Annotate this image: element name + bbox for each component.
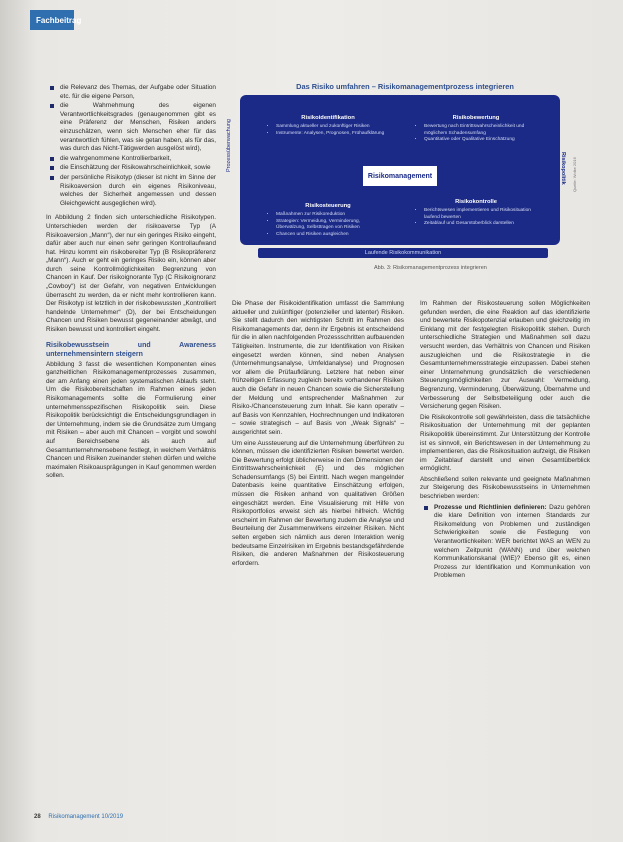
quadrant-title: Risikosteuerung bbox=[305, 203, 351, 209]
paragraph: Im Rahmen der Risikosteuerung sollen Möglichkeiten gefunden werden, die eine Reaktion auf das identifizierte und bewertete Risikopotenzial erlauben und gleichzeitig im Einklang mit der festgelegten Risikopolitik stehen. Durch unterschiedliche Strategien und Maßnahmen soll dazu versucht werden, das Verhältnis von Chancen und Risiken auszugleichen und die Risikostrategie in die Gesamtunternehmensstrategie einzupassen. Dabei stehen einer Unternehmung grundsätzlich die verschiedenen Steuerungsmöglichkeiten zur Auswahl: Vermeidung, Begrenzung, Verminderung, Überwälzung, Übernahme und Verbesserung der Selbstbeteiligung oder auch die Versicherung gegen Risiken. bbox=[420, 300, 590, 411]
paragraph: Um eine Aussteuerung auf die Unternehmung überführen zu können, müssen die identifizierten Risiken bewertet werden. Die Bewertung erfolgt üblicherweise in den Dimensionen der Eintrittswahrscheinlichkeit (E) und des möglichen Schadensumfangs (S) bei Eintritt. Nach wegen mangelnder Datenbasis keine quantitative Einschätzung erfolgen, müssen die Risiken anhand von qualitativen Größen eingeschätzt werden. Eine Visualisierung mit Hilfe von Risikoportfolios erweist sich als hierbei hilfreich. Wichtig erscheint im Rahmen der Bewertung zudem die Analyse und Beurteilung der Zusammenwirkens einzelner Risiken. Nicht selten ergeben sich nämlich aus deren Interaktion wenig bedeutsame Einzelrisiken im Ergebnis bestandsgefährdende Risiken, die anderen Maßnahmen der Risikosteuerung erfordern. bbox=[232, 439, 404, 567]
quadrant-title: Risikobewertung bbox=[452, 115, 500, 121]
quadrant-item: • Strategien: Vermeidung, Verminderung, Überwälzung, Selbsttragen von Risiken bbox=[276, 219, 388, 232]
quadrant-monitoring bbox=[416, 199, 536, 228]
paragraph: Die Risikokontrolle soll gewährleisten, dass die tatsächliche Risikosituation der Unternehmung mit der geplanten Risikopolitik übereinstimmt. Zur Unterstützung der Kontrolle ist es sinnvoll, ein Berichtswesen in der Unternehmung zu implementieren, das die Risikosituation aufzeigt, die Risiken im Zeitablauf darstellt und einen Gesamtüberblick ermöglicht. bbox=[420, 413, 590, 473]
list-item: der persönliche Risikotyp (dieser ist nicht im Sinne der Risikoaversion durch ein eigenes Risikoniveau, welches der Sicherheit angemessen und dessen Gleichgewicht ausgeglichen wird). bbox=[46, 174, 216, 208]
subheading: Risikobewusstsein und Awareness unternehmensintern steigern bbox=[46, 341, 216, 358]
diagram-bottom-bar: Laufende Risikokommunikation bbox=[258, 248, 548, 258]
diagram-title: Das Risiko umfahren – Risikomanagementprozess integrieren bbox=[296, 82, 514, 91]
list-item: die wahrgenommene Kontrollierbarkeit, bbox=[46, 155, 216, 164]
bullet-list bbox=[46, 84, 216, 208]
list-item bbox=[420, 504, 590, 581]
quadrant-item: • Chancen und Risiken ausgleichen bbox=[276, 232, 388, 238]
diagram-left-label: Prozessüberwachung bbox=[226, 119, 232, 172]
diagram-box bbox=[240, 95, 560, 245]
paragraph: Abbildung 3 fasst die wesentlichen Komponenten eines ganzheitlichen Risikomanagementprozesses zusammen, der am Anfang einen jeden systematischen Ablaufs steht. Um die Risikobereitschaften im Rahmen eines jeden Risikomanagements sollte die Formulierung einer unternehmensspezifischen Risikopolitik sein. Diese Risikopolitik berücksichtigt die Entscheidungsgrundlagen in der Unternehmung, indem sie die Grundsätze zum Umgang mit Risiken – aber auch mit Chancen – vorgibt und sowohl auf Bereichsebene als auch auf Gesamtunternehmensebene festlegt, in welchem Verhältnis Chancen und Risiken zueinander stehen dürfen und welche maximalen Risikoausprägungen in Kauf genommen werden sollen. bbox=[46, 360, 216, 480]
bullet-list bbox=[420, 504, 590, 581]
quadrant-item: • Quantitative oder Qualitative Einschätzung bbox=[424, 137, 536, 143]
list-item: die Relevanz des Themas, der Aufgabe oder Situation etc. für die eigene Person, bbox=[46, 84, 216, 101]
page-footer bbox=[34, 814, 123, 820]
diagram-right-label: Risikopolitik bbox=[560, 152, 566, 185]
bullet-text: Dazu gehören die klare Definition von internen Standards zur Risikomeldung von Problemen und zuständigen Schwierigkeiten sowie die Festlegung von Verantwortlichkeiten: WER berichtet WAS an WEN zu welchem Zeitpunkt (WANN) und über welchen Kommunikationskanal (WIE)? Ebenso gilt es, einen Prozess zur Identifikation und Kommunikation von Problemen bbox=[434, 503, 591, 580]
paragraph: Abschließend sollen relevante und geeignete Maßnahmen zur Steigerung des Risikobewusstseins in Unternehmen beschrieben werden: bbox=[420, 475, 590, 501]
quadrant-item: • Sammlung aktueller und zukünftiger Risiken bbox=[276, 124, 388, 130]
page-number: 28 bbox=[34, 814, 41, 820]
quadrant-assessment bbox=[416, 115, 536, 144]
diagram-source: Quelle: Wolke 2016 bbox=[572, 157, 577, 192]
quadrant-title: Risikoidentifikation bbox=[301, 115, 355, 121]
bullet-title: Prozesse und Richtlinien definieren: bbox=[434, 503, 547, 511]
quadrant-title: Risikokontrolle bbox=[455, 199, 497, 205]
quadrant-item: • Instrumente: Analysen, Prognosen, Frühaufklärung bbox=[276, 131, 388, 137]
paragraph: In Abbildung 2 finden sich unterschiedliche Risikotypen. Unterschieden werden der risikoaverse Typ (A Risikoaversion „Mann“), der nur ein geringes Risiko eingeht, dafür aber auch nur einen sehr geringen Kontrollaufwand hat. Hinzu kommt ein risikobereiter Typ (B Risikopräferenz „Mann“). Auch er geht ein geringes Risiko ein, können aber durch seine Kontrollmöglichkeiten Begrenzung von Chancen in Kauf. Der risikoignorante Typ (C Risikoignoranz „Cowboy“) ist der Gefahr, von negativen Entwicklungen überrascht zu werden, da er nicht mehr kontrollieren kann. Der Risikotyp ist letztlich in der risikobewussten „Kontrolliert handelnde Unternehmer“ (D), der bei Entscheidungen Chancen und Risiken bewusst gegeneinander abwägt, und Risiken bewusst und kontrolliert eingeht. bbox=[46, 214, 216, 334]
quadrant-control bbox=[268, 203, 388, 238]
column-3 bbox=[420, 300, 590, 582]
quadrant-identification bbox=[268, 115, 388, 137]
section-tag: Fachbeitrag bbox=[30, 10, 74, 30]
column-1 bbox=[46, 84, 216, 483]
publication-name: Risikomanagement 10/2019 bbox=[48, 814, 124, 820]
quadrant-item: • Zeitablauf und Gesamtüberblick darstellen bbox=[424, 221, 536, 227]
process-diagram bbox=[228, 82, 582, 272]
diagram-center-label: Risikomanagement bbox=[362, 165, 438, 187]
figure-caption: Abb. 3: Risikomanagementprozess integrieren bbox=[374, 265, 487, 271]
list-item: die Wahrnehmung des eigenen Verantwortlichkeitsgrades (genaugenommen gibt es eine Präferenz der Menschen, Risiken anders einzuschätzen, wenn sich Menschen eher für das verantwortlich fühlen, was sie getan haben, als für das, was durch das Nicht-Tätigwerden ausgelöst wird), bbox=[46, 102, 216, 154]
column-2 bbox=[232, 300, 404, 570]
quadrant-item: • Bewertung nach Eintrittswahrscheinlichkeit und möglichem Schadensumfang bbox=[424, 124, 536, 137]
paragraph: Die Phase der Risikoidentifikation umfasst die Sammlung aktueller und zukünftiger (potenzieller und latenter) Risiken. Sie stellt dadurch den wichtigsten Schritt im Rahmen des Risikomanagements dar, denn ihr Ergebnis ist entscheidend für die in allen nachfolgenden Prozessschritten aufbauenden Tätigkeiten. Instrumente, die zur Identifikation von Risiken eingesetzt werden können, sind neben Analysen (Unternehmungsanalyse, Umfeldanalyse) und Prognosen vor allem die Prüfaufklärung. Letztere hat neben einer frühzeitigen Erfassung zugleich bereits vorhandener Risiken auch die Gefahr in neuen Chancen sowie die Sicherstellung der Meldung und entsprechender Maßnahmen zur Risiko-/Chancensteuerung zum Inhalt. Sie kann operativ – auf Basis von Kennzahlen, Hochrechnungen und Indikatoren – sowie strategisch – auf Basis von „Weak Signals“ – ausgerichtet sein. bbox=[232, 300, 404, 436]
list-item: die Einschätzung der Risikowahrscheinlichkeit, sowie bbox=[46, 164, 216, 173]
quadrant-item: • Maßnahmen zur Risikoreduktion bbox=[276, 212, 388, 218]
quadrant-item: • Berichtswesen implementieren und Risikosituation laufend bewerten bbox=[424, 208, 536, 221]
